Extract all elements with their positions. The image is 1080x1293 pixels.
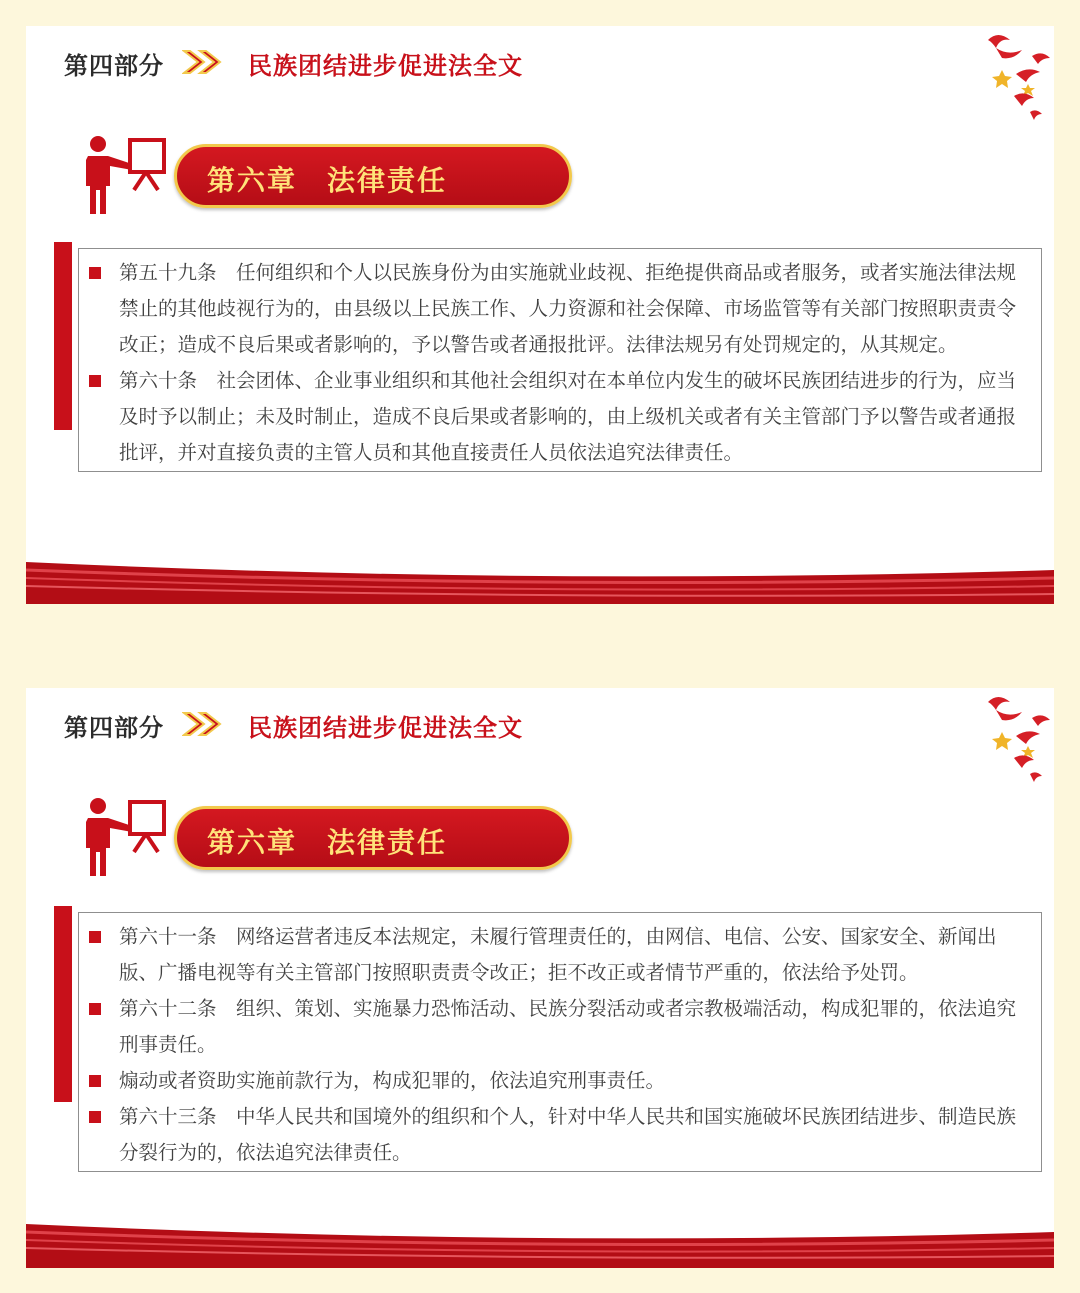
slide-2 xyxy=(26,688,1054,1268)
bullet-square-icon xyxy=(89,1075,101,1087)
article-item xyxy=(119,991,1021,1063)
article-item xyxy=(119,919,1021,991)
teacher-board-icon xyxy=(82,134,172,218)
article-item xyxy=(119,363,1021,471)
chapter-banner xyxy=(174,806,572,870)
teacher-board-icon xyxy=(82,796,172,880)
double-chevron-icon xyxy=(182,710,228,738)
content-box xyxy=(78,912,1042,1172)
article-text: 第五十九条 任何组织和个人以民族身份为由实施就业歧视、拒绝提供商品或者服务，或者实施法律法规禁止的其他歧视行为的，由县级以上民族工作、人力资源和社会保障、市场监管等有关部门按照职责责令改正；造成不良后果或者影响的，予以警告或者通报批评。法律法规另有处罚规定的，从其规定。 xyxy=(119,261,1017,356)
accent-bar xyxy=(54,242,72,430)
article-text: 第六十条 社会团体、企业事业组织和其他社会组织对在本单位内发生的破坏民族团结进步的行为，应当及时予以制止；未及时制止，造成不良后果或者影响的，由上级机关或者有关主管部门予以警告或者通报批评，并对直接负责的主管人员和其他直接责任人员依法追究法律责任。 xyxy=(119,369,1017,464)
content-box xyxy=(78,248,1042,472)
doves-stars-icon xyxy=(944,26,1054,136)
section-part-label: 第四部分 xyxy=(64,714,164,742)
double-chevron-icon xyxy=(182,48,228,76)
chapter-title: 第六章 法律责任 xyxy=(207,826,448,859)
article-item xyxy=(119,1099,1021,1171)
article-text: 第六十三条 中华人民共和国境外的组织和个人，针对中华人民共和国实施破坏民族团结进步、制造民族分裂行为的，依法追究法律责任。 xyxy=(119,1105,1017,1164)
red-ribbon-footer xyxy=(26,556,1054,604)
article-text: 第六十一条 网络运营者违反本法规定，未履行管理责任的，由网信、电信、公安、国家安全、新闻出版、广播电视等有关主管部门按照职责责令改正；拒不改正或者情节严重的，依法给予处罚。 xyxy=(119,925,997,984)
bullet-square-icon xyxy=(89,375,101,387)
accent-bar xyxy=(54,906,72,1102)
bullet-square-icon xyxy=(89,1111,101,1123)
bullet-square-icon xyxy=(89,931,101,943)
red-ribbon-footer xyxy=(26,1218,1054,1268)
section-part-label: 第四部分 xyxy=(64,52,164,80)
bullet-square-icon xyxy=(89,267,101,279)
chapter-title: 第六章 法律责任 xyxy=(207,164,448,197)
slide-1 xyxy=(26,26,1054,604)
doves-stars-icon xyxy=(944,688,1054,798)
article-item xyxy=(119,255,1021,363)
article-text: 煽动或者资助实施前款行为，构成犯罪的，依法追究刑事责任。 xyxy=(119,1069,666,1092)
bullet-square-icon xyxy=(89,1003,101,1015)
section-title: 民族团结进步促进法全文 xyxy=(248,714,523,742)
section-title: 民族团结进步促进法全文 xyxy=(248,52,523,80)
article-item xyxy=(119,1063,1021,1099)
article-text: 第六十二条 组织、策划、实施暴力恐怖活动、民族分裂活动或者宗教极端活动，构成犯罪的，依法追究刑事责任。 xyxy=(119,997,1017,1056)
chapter-banner xyxy=(174,144,572,208)
